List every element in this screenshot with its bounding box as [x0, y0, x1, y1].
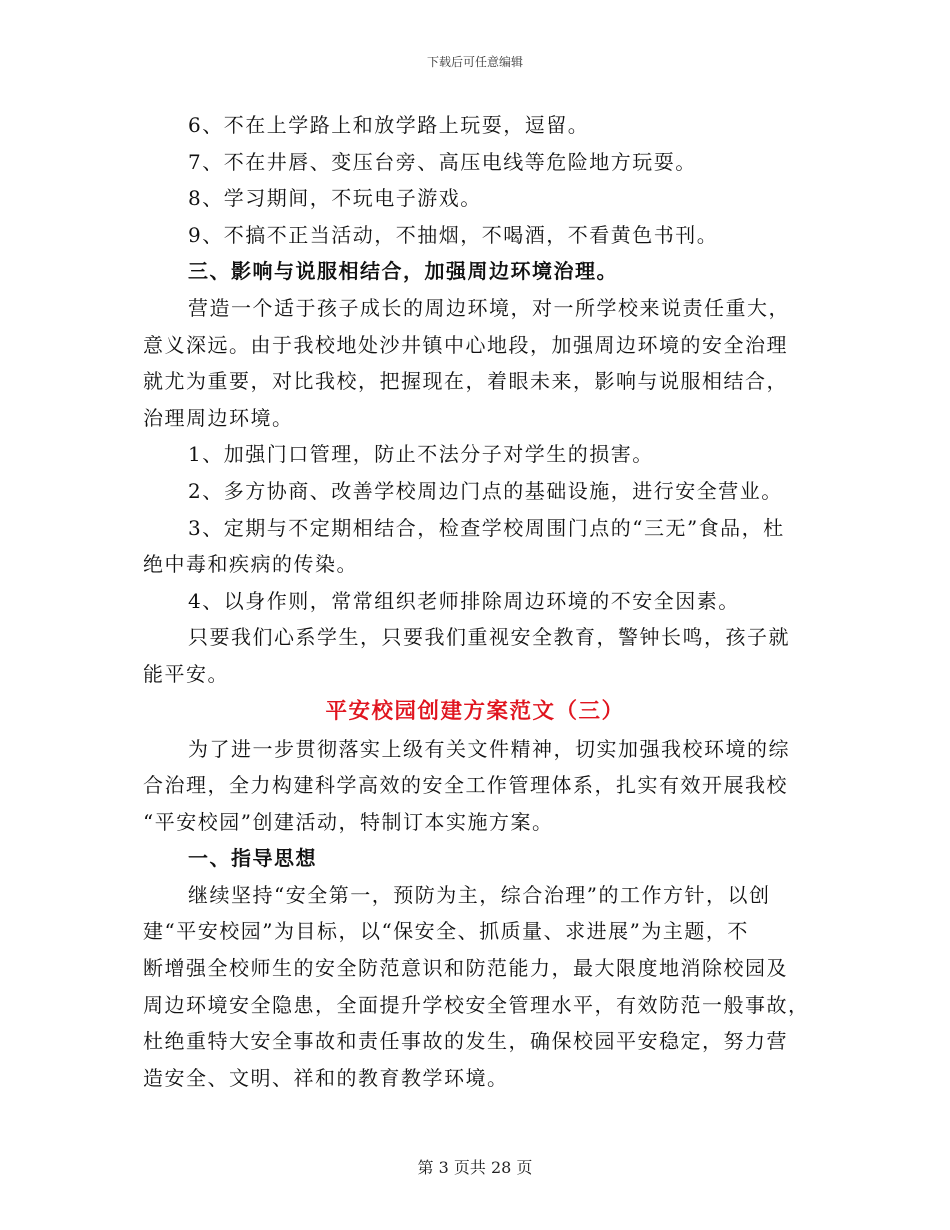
list-item-2: 2、多方协商、改善学校周边门点的基础设施，进行安全营业。 [188, 478, 783, 503]
page-footer: 第 3 页共 28 页 [417, 1158, 533, 1177]
paragraph-line: 杜绝重特大安全事故和责任事故的发生，确保校园平安稳定，努力营 [143, 1029, 788, 1054]
paragraph-line: 周边环境安全隐患，全面提升学校安全管理水平，有效防范一般事故， [143, 992, 810, 1017]
list-item-9: 9、不搞不正当活动，不抽烟，不喝酒，不看黄色书刊。 [188, 222, 719, 247]
section-heading-1: 一、指导思想 [188, 846, 317, 871]
paragraph-line: 绝中毒和疾病的传染。 [143, 552, 358, 577]
list-item-6: 6、不在上学路上和放学路上玩耍，逗留。 [188, 113, 590, 137]
list-item-7: 7、不在井唇、变压台旁、高压电线等危险地方玩耍。 [188, 149, 697, 174]
list-item-3: 3、定期与不定期相结合，检查学校周围门点的“三无”食品，杜 [188, 515, 785, 540]
paragraph-line: 建“平安校园”为目标，以“保安全、抓质量、求进展”为主题，不 [143, 919, 749, 944]
paragraph-line: 合治理，全力构建科学高效的安全工作管理体系，扎实有效开展我校 [143, 773, 788, 798]
list-item-1: 1、加强门口管理，防止不法分子对学生的损害。 [188, 442, 654, 467]
paragraph-line: 造安全、文明、祥和的教育教学环境。 [143, 1065, 509, 1090]
paragraph-line: 继续坚持“安全第一，预防为主，综合治理”的工作方针，以创 [188, 882, 771, 907]
paragraph-line: 断增强全校师生的安全防范意识和防范能力，最大限度地消除校园及 [143, 956, 788, 981]
list-item-4: 4、以身作则，常常组织老师排除周边环境的不安全因素。 [188, 588, 740, 613]
document-body [143, 107, 810, 1096]
paragraph-line: 治理周边环境。 [143, 405, 294, 430]
paragraph-line: 就尤为重要，对比我校，把握现在，着眼未来，影响与说服相结合， [143, 369, 788, 394]
paragraph-line: 意义深远。由于我校地处沙井镇中心地段，加强周边环境的安全治理 [143, 332, 788, 357]
paragraph-line: 只要我们心系学生，只要我们重视安全教育，警钟长鸣，孩子就 [188, 625, 790, 650]
paragraph-line: 能平安。 [143, 661, 229, 686]
list-item-8: 8、学习期间，不玩电子游戏。 [188, 186, 482, 211]
paragraph-line: “平安校园”创建活动，特制订本实施方案。 [143, 809, 554, 834]
section-heading-3: 三、影响与说服相结合，加强周边环境治理。 [188, 259, 618, 284]
paragraph-line: 为了进一步贯彻落实上级有关文件精神，切实加强我校环境的综 [188, 736, 790, 761]
header-note: 下载后可任意编辑 [426, 55, 523, 69]
paragraph-line: 营造一个适于孩子成长的周边环境，对一所学校来说责任重大， [188, 295, 790, 320]
document-title: 平安校园创建方案范文（三） [325, 698, 625, 724]
